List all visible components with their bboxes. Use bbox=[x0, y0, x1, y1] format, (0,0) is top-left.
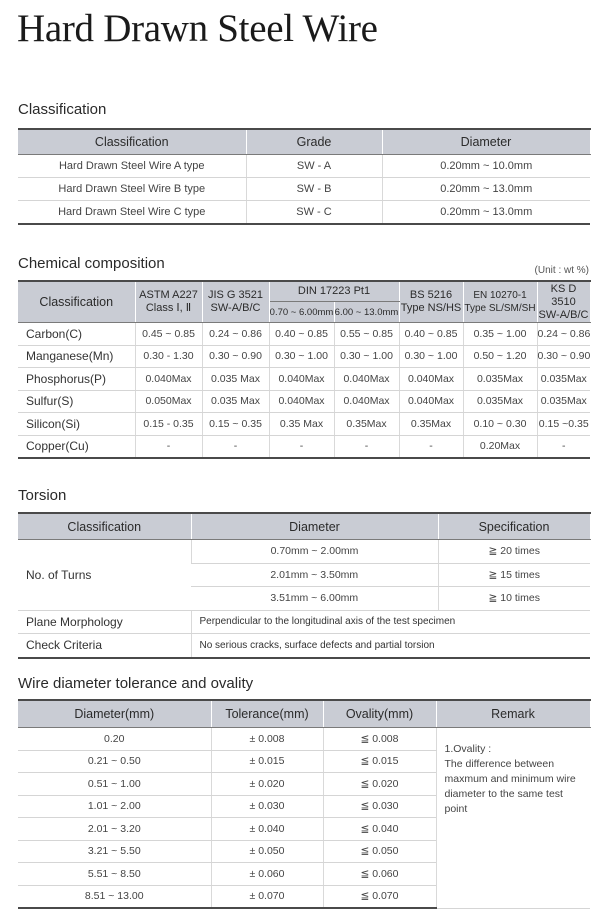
table-row bbox=[18, 155, 590, 178]
composition-cell: 0.10 ~ 0.30 bbox=[463, 413, 537, 436]
table-row bbox=[18, 345, 590, 368]
header-specification: Specification bbox=[438, 513, 590, 540]
header-diameter: Diameter bbox=[382, 129, 590, 155]
type-cell: Hard Drawn Steel Wire B type bbox=[18, 178, 246, 201]
composition-cell: 0.035Max bbox=[463, 368, 537, 391]
composition-cell: 0.15 ~ 0.35 bbox=[202, 413, 269, 436]
composition-cell: 0.24 ~ 0.86 bbox=[202, 323, 269, 346]
tolerance-table bbox=[18, 699, 591, 909]
diameter-cell: 5.51 ~ 8.50 bbox=[18, 863, 211, 886]
header-jis: JIS G 3521 SW-A/B/C bbox=[202, 281, 269, 323]
diameter-cell: 0.70mm ~ 2.00mm bbox=[191, 540, 438, 564]
composition-cell: 0.040Max bbox=[399, 368, 463, 391]
table-row bbox=[18, 390, 590, 413]
composition-cell: 0.040Max bbox=[269, 390, 334, 413]
composition-cell: 0.035Max bbox=[537, 368, 590, 391]
type-cell: Hard Drawn Steel Wire C type bbox=[18, 201, 246, 225]
composition-cell: 0.35 ~ 1.00 bbox=[463, 323, 537, 346]
unit-label: (Unit : wt %) bbox=[534, 265, 589, 276]
composition-cell: 0.24 ~ 0.86 bbox=[537, 323, 590, 346]
header-ovality: Ovality(mm) bbox=[323, 700, 436, 728]
element-label: Sulfur(S) bbox=[18, 390, 135, 413]
turns-label: No. of Turns bbox=[18, 540, 191, 611]
remark-cell bbox=[436, 728, 590, 909]
classification-table bbox=[18, 128, 591, 225]
diameter-cell: 0.20mm ~ 13.0mm bbox=[382, 201, 590, 225]
composition-cell: 0.040Max bbox=[135, 368, 202, 391]
classification-section-title: Classification bbox=[18, 101, 107, 118]
diameter-cell: 0.20mm ~ 13.0mm bbox=[382, 178, 590, 201]
composition-cell: 0.35 Max bbox=[269, 413, 334, 436]
diameter-cell: 3.21 ~ 5.50 bbox=[18, 840, 211, 863]
tolerance-cell: ± 0.020 bbox=[211, 773, 323, 796]
composition-cell: 0.035Max bbox=[463, 390, 537, 413]
element-label: Manganese(Mn) bbox=[18, 345, 135, 368]
composition-cell: 0.55 ~ 0.85 bbox=[334, 323, 399, 346]
composition-cell: 0.35Max bbox=[399, 413, 463, 436]
element-label: Copper(Cu) bbox=[18, 435, 135, 458]
ovality-cell: ≦ 0.040 bbox=[323, 818, 436, 841]
element-label: Phosphorus(P) bbox=[18, 368, 135, 391]
remark-title: 1.Ovality : bbox=[444, 743, 492, 755]
composition-cell: 0.035 Max bbox=[202, 368, 269, 391]
tolerance-cell: ± 0.070 bbox=[211, 885, 323, 908]
table-row bbox=[18, 368, 590, 391]
table-row bbox=[18, 413, 590, 436]
header-din: DIN 17223 Pt1 bbox=[269, 281, 399, 302]
diameter-cell: 0.51 ~ 1.00 bbox=[18, 773, 211, 796]
type-cell: Hard Drawn Steel Wire A type bbox=[18, 155, 246, 178]
composition-cell: 0.30 ~ 1.00 bbox=[399, 345, 463, 368]
composition-cell: 0.30 ~ 0.90 bbox=[537, 345, 590, 368]
table-row bbox=[18, 201, 590, 225]
composition-cell: 0.40 ~ 0.85 bbox=[399, 323, 463, 346]
check-label: Check Criteria bbox=[18, 634, 191, 658]
composition-cell: 0.30 ~ 1.00 bbox=[334, 345, 399, 368]
header-ks: KS D 3510 SW-A/B/C bbox=[538, 282, 589, 321]
spec-cell: ≧ 15 times bbox=[438, 563, 590, 587]
grade-cell: SW - A bbox=[246, 155, 382, 178]
check-value: No serious cracks, surface defects and partial torsion bbox=[191, 634, 590, 658]
header-tolerance: Tolerance(mm) bbox=[211, 700, 323, 728]
composition-cell: 0.20Max bbox=[463, 435, 537, 458]
table-row bbox=[18, 540, 590, 564]
composition-cell: 0.040Max bbox=[399, 390, 463, 413]
ovality-cell: ≦ 0.015 bbox=[323, 750, 436, 773]
header-bs: BS 5216 Type NS/HS bbox=[399, 281, 463, 323]
ovality-cell: ≦ 0.060 bbox=[323, 863, 436, 886]
composition-cell: 0.50 ~ 1.20 bbox=[463, 345, 537, 368]
page-title: Hard Drawn Steel Wire bbox=[17, 7, 378, 50]
table-row bbox=[18, 728, 590, 751]
composition-cell: 0.035 Max bbox=[202, 390, 269, 413]
composition-cell: 0.30 - 1.30 bbox=[135, 345, 202, 368]
header-classification: Classification bbox=[18, 513, 191, 540]
composition-cell: - bbox=[269, 435, 334, 458]
diameter-cell: 0.20mm ~ 10.0mm bbox=[382, 155, 590, 178]
composition-cell: 0.035Max bbox=[537, 390, 590, 413]
tolerance-cell: ± 0.008 bbox=[211, 728, 323, 751]
tolerance-cell: ± 0.015 bbox=[211, 750, 323, 773]
composition-cell: - bbox=[135, 435, 202, 458]
diameter-cell: 1.01 ~ 2.00 bbox=[18, 795, 211, 818]
header-din-range-a: 0.70 ~ 6.00mm bbox=[269, 302, 334, 323]
composition-cell: 0.040Max bbox=[269, 368, 334, 391]
header-classification: Classification bbox=[18, 281, 135, 323]
composition-cell: - bbox=[399, 435, 463, 458]
ovality-cell: ≦ 0.008 bbox=[323, 728, 436, 751]
chemical-table bbox=[18, 280, 591, 459]
ovality-cell: ≦ 0.030 bbox=[323, 795, 436, 818]
diameter-cell: 2.01 ~ 3.20 bbox=[18, 818, 211, 841]
torsion-table bbox=[18, 512, 591, 659]
tolerance-cell: ± 0.040 bbox=[211, 818, 323, 841]
grade-cell: SW - C bbox=[246, 201, 382, 225]
composition-cell: 0.35Max bbox=[334, 413, 399, 436]
tolerance-cell: ± 0.030 bbox=[211, 795, 323, 818]
diameter-cell: 2.01mm ~ 3.50mm bbox=[191, 563, 438, 587]
composition-cell: 0.30 ~ 0.90 bbox=[202, 345, 269, 368]
chemical-section-title: Chemical composition bbox=[18, 255, 165, 272]
table-row bbox=[18, 634, 590, 658]
diameter-cell: 8.51 ~ 13.00 bbox=[18, 885, 211, 908]
header-diameter: Diameter bbox=[191, 513, 438, 540]
ovality-cell: ≦ 0.070 bbox=[323, 885, 436, 908]
plane-label: Plane Morphology bbox=[18, 610, 191, 634]
composition-cell: 0.30 ~ 1.00 bbox=[269, 345, 334, 368]
composition-cell: 0.40 ~ 0.85 bbox=[269, 323, 334, 346]
torsion-section-title: Torsion bbox=[18, 487, 67, 504]
spec-cell: ≧ 20 times bbox=[438, 540, 590, 564]
ovality-cell: ≦ 0.050 bbox=[323, 840, 436, 863]
header-remark: Remark bbox=[436, 700, 590, 728]
element-label: Silicon(Si) bbox=[18, 413, 135, 436]
diameter-cell: 0.21 ~ 0.50 bbox=[18, 750, 211, 773]
table-row bbox=[18, 178, 590, 201]
header-din-range-b: 6.00 ~ 13.0mm bbox=[334, 302, 399, 323]
table-row bbox=[18, 323, 590, 346]
table-row bbox=[18, 610, 590, 634]
composition-cell: 0.45 ~ 0.85 bbox=[135, 323, 202, 346]
ovality-cell: ≦ 0.020 bbox=[323, 773, 436, 796]
spec-cell: ≧ 10 times bbox=[438, 587, 590, 611]
diameter-cell: 3.51mm ~ 6.00mm bbox=[191, 587, 438, 611]
composition-cell: 0.040Max bbox=[334, 368, 399, 391]
composition-cell: 0.040Max bbox=[334, 390, 399, 413]
composition-cell: 0.050Max bbox=[135, 390, 202, 413]
composition-cell: 0.15 - 0.35 bbox=[135, 413, 202, 436]
composition-cell: - bbox=[537, 435, 590, 458]
plane-value: Perpendicular to the longitudinal axis of the test specimen bbox=[191, 610, 590, 634]
header-classification: Classification bbox=[18, 129, 246, 155]
diameter-cell: 0.20 bbox=[18, 728, 211, 751]
grade-cell: SW - B bbox=[246, 178, 382, 201]
remark-text: The difference between maxmum and minimum wire diameter to the same test point bbox=[444, 758, 576, 815]
tolerance-cell: ± 0.050 bbox=[211, 840, 323, 863]
header-en: EN 10270-1 Type SL/SM/SH bbox=[463, 281, 537, 323]
header-grade: Grade bbox=[246, 129, 382, 155]
element-label: Carbon(C) bbox=[18, 323, 135, 346]
tolerance-section-title: Wire diameter tolerance and ovality bbox=[18, 675, 254, 692]
tolerance-cell: ± 0.060 bbox=[211, 863, 323, 886]
composition-cell: - bbox=[202, 435, 269, 458]
table-row bbox=[18, 435, 590, 458]
composition-cell: - bbox=[334, 435, 399, 458]
composition-cell: 0.15 ~0.35 bbox=[537, 413, 590, 436]
header-diameter: Diameter(mm) bbox=[18, 700, 211, 728]
header-astm: ASTM A227 Class Ⅰ, Ⅱ bbox=[135, 281, 202, 323]
